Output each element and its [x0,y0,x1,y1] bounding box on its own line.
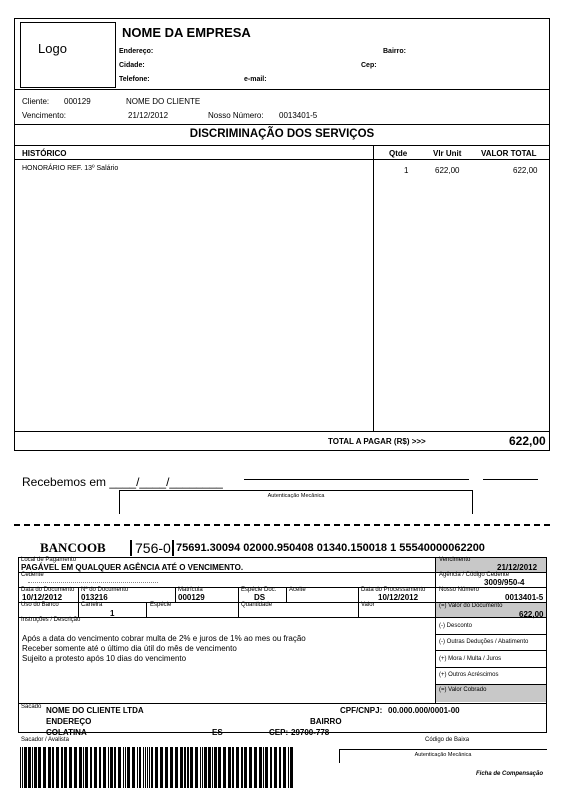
title-divider [14,145,550,146]
ded-divider [436,667,547,668]
carteira-label: Carteira [81,602,103,608]
row-qtde: 1 [404,166,409,175]
row-historico: HONORÁRIO REF. 13º Salário [22,165,119,172]
outros-acrescimos-label: (+) Outros Acréscimos [439,672,499,678]
instrucao-line: Sujeito a protesto após 10 dias do vencimento [22,654,187,663]
nr-doc-label: Nº do Documento [81,587,129,593]
ficha-compensacao: Ficha de Compensação [476,771,544,777]
bank-code-divider-2 [172,540,174,556]
data-proc: 10/12/2012 [378,593,419,602]
bank-code-divider-1 [130,540,132,556]
header-divider [14,159,550,160]
sacado-cep: 29700-778 [291,728,330,737]
cliente-label: Cliente: [22,97,50,106]
services-title: DISCRIMINAÇÃO DOS SERVIÇOS [189,128,375,140]
recebemos-text: Recebemos em ____/____/________ [22,475,223,489]
row4-divider [18,617,547,618]
email-label: e-mail: [244,76,267,83]
nosso-numero-label: Nosso Número: [208,111,264,120]
col-historico: HISTÓRICO [22,149,67,158]
nosso-numero: 0013401-5 [505,593,544,602]
row-vlr-unit: 622,00 [435,166,460,175]
sacado-bairro: BAIRRO [310,717,342,726]
instrucoes-label: Instruções / Descrição [21,617,81,623]
cedente-label: Cedente [21,572,44,578]
cpf-cnpj: 00.000.000/0001-00 [388,706,460,715]
local-pagamento: PAGÁVEL EM QUALQUER AGÊNCIA ATÉ O VENCIMENTO. [21,563,244,572]
outras-deducoes-label: (-) Outras Deduções / Abatimento [439,639,529,645]
linha-digitavel: 75691.30094 02000.950408 01340.150018 1 55540000062200 [176,542,485,554]
vencimento-label: Vencimento: [22,111,67,120]
especie-doc: DS [254,593,266,602]
cliente-code: 000129 [64,97,91,106]
cell-divider [146,602,147,617]
col-valor-total: VALOR TOTAL [481,149,537,158]
telefone-label: Telefone: [119,76,150,83]
data-proc-label: Data do Processamento [361,587,426,593]
mora-label: (+) Mora / Multa / Juros [439,656,502,662]
especie-label: Espécie [150,602,172,608]
quantidade-label: Quantidade [241,602,273,608]
aceite-label: Aceite [289,587,306,593]
cliente-name: NOME DO CLIENTE [126,97,201,106]
uso-banco-label: Uso do Banco [21,602,59,608]
desconto-label: (-) Desconto [439,623,473,629]
sacado-label: Sacado [21,704,42,710]
cell-divider [286,587,287,602]
endereco-label: Endereço: [119,48,154,55]
sacado-cidade: COLATINA [46,728,87,737]
total-label: TOTAL A PAGAR (R$) >>> [328,437,426,446]
bank-code: 756-0 [135,540,171,556]
col-qtde: Qtde [389,149,408,158]
local-pagamento-label: Local de Pagamento [21,557,77,563]
col-vlr-unit: Vlr Unit [433,149,462,158]
services-table [14,125,550,451]
sacado-uf: ES [212,728,223,737]
data-doc: 10/12/2012 [22,593,63,602]
agencia: 3009/950-4 [484,578,525,587]
logo: Logo [38,41,67,56]
codigo-baixa-label: Código de Baixa [425,737,470,743]
row-valor-total: 622,00 [513,166,538,175]
valor-doc: 622,00 [519,610,544,619]
sacador-label: Sacador / Avalista [21,737,69,743]
cpf-cnpj-label: CPF/CNPJ: [340,706,383,715]
sacado-endereco: ENDEREÇO [46,717,92,726]
logo-box [20,22,116,88]
ded-divider [436,650,547,651]
bank-name: BANCOOB [40,540,106,555]
valor-cobrado-label: (=) Valor Cobrado [439,687,487,693]
vencimento-value: 21/12/2012 [128,111,169,120]
right-column-divider [435,557,436,703]
carteira: 1 [110,609,115,618]
autenticacao-label: Autenticação Mecânica [267,493,325,499]
matricula: 000129 [178,593,205,602]
company-name: NOME DA EMPRESA [122,25,251,40]
nosso-numero-label: Nosso Número [439,587,480,593]
bairro-label: Bairro: [383,48,406,55]
cedente-name-redacted [28,582,158,583]
cidade-label: Cidade: [119,62,145,69]
autenticacao-mecanica-label: Autenticação Mecânica [414,752,472,758]
signature-line-1 [244,479,469,480]
matricula-label: Matrícula [178,587,203,593]
total-value: 622,00 [509,434,546,448]
especie-doc-label: Espécie Doc. [241,587,277,593]
qtde-col-divider [373,145,374,431]
valor-doc-label: (=) Valor do Documento [439,603,503,609]
sacado-name: NOME DO CLIENTE LTDA [46,706,144,715]
vencimento-label: Vencimento [439,557,471,563]
valor-label: Valor [361,602,375,608]
vencimento: 21/12/2012 [497,563,538,572]
cell-divider [175,587,176,602]
agencia-label: Agência / Código Cedente [439,572,510,578]
sacado-cep-label: CEP: [269,728,289,737]
instrucao-line: Receber somente até o último dia útil do mês de vencimento [22,644,237,653]
cep-label: Cep: [361,62,377,69]
total-divider [14,431,550,432]
nosso-numero-value: 0013401-5 [279,111,318,120]
barcode [20,747,296,788]
signature-line-2 [483,479,538,480]
row5-divider [18,703,547,704]
ded-divider [436,634,547,635]
nr-doc: 013216 [81,593,108,602]
data-doc-label: Data do Documento [21,587,75,593]
instrucao-line: Após a data do vencimento cobrar multa de 2% e juros de 1% ao mes ou fração [22,634,306,643]
cut-line [14,524,550,526]
